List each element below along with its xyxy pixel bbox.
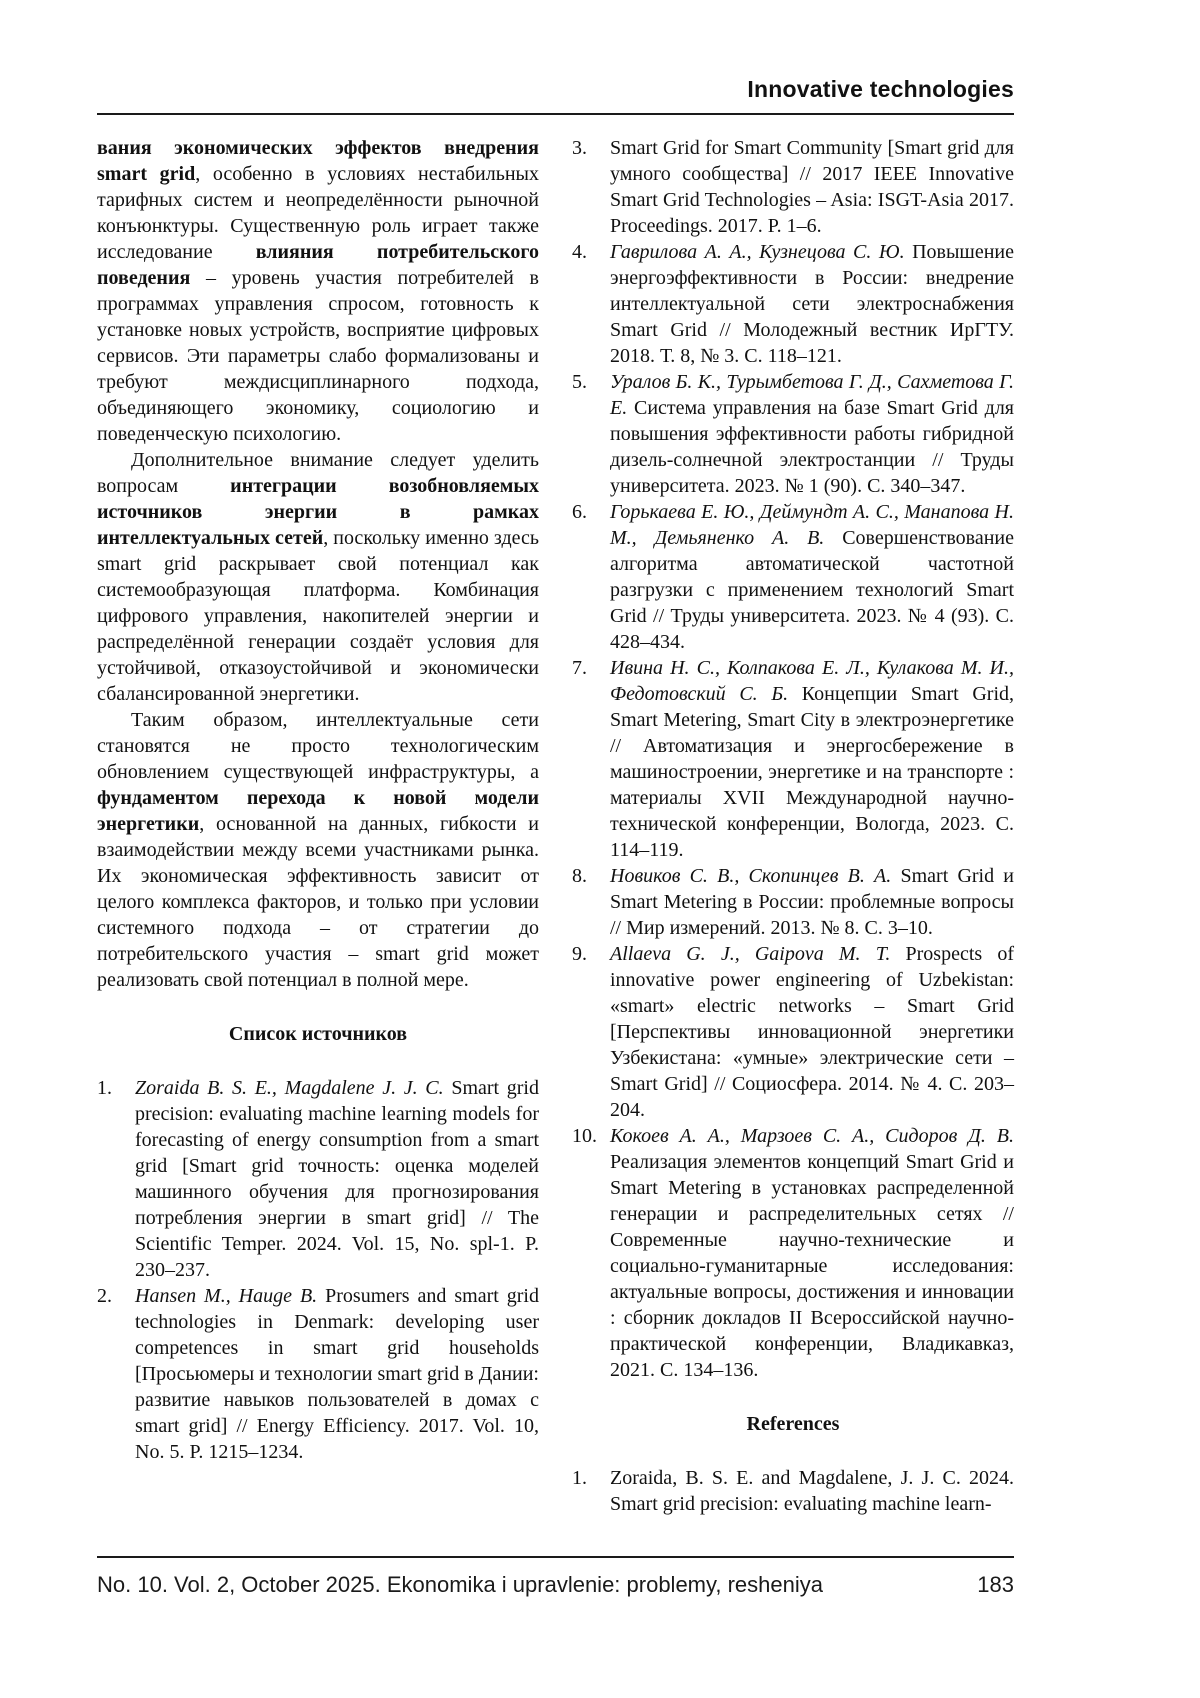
reference-item <box>572 239 1014 369</box>
reference-number: 8. <box>572 865 587 887</box>
reference-number: 2. <box>97 1285 112 1307</box>
reference-authors: Гаврилова А. А., Кузнецова С. Ю. <box>610 241 905 263</box>
paragraph-segment: Дополнительное внимание следует уделить вопросам <box>97 449 539 497</box>
paragraph-segment: , поскольку именно здесь smart grid раскрывает свой потенциал как системообразующая платформа. Комбинация цифрового управления, накопителей энергии и распределённой генерации создаёт условия для устойчивой, отказоустойчивой и экономически сбалансированной энергетики. <box>97 527 540 705</box>
reference-text <box>610 239 1014 369</box>
paragraph-segment: , особенно в условиях нестабильных тарифных систем и неопределённости рыночной конъюнктуры. Существенную роль играет также исследование <box>97 163 539 263</box>
reference-authors: Новиков С. В., Скопинцев В. А. <box>610 865 892 887</box>
reference-list-ru <box>97 1075 539 1465</box>
reference-text <box>610 863 1014 941</box>
reference-text <box>610 1123 1014 1383</box>
left-column <box>97 135 539 1517</box>
reference-title: Реализация элементов концепций Smart Grid и Smart Metering в установках распределенной генерации и распределительных сетях // Современные научно-технические и социально-гуманитарные исследования: актуальные вопросы, достижения и инновации : сборник докладов II Всероссийской научно-практической конференции, Владикавказ, 2021. С. 134–136. <box>610 1151 1014 1381</box>
reference-title: Система управления на базе Smart Grid для повышения эффективности работы гибридной дизель-солнечной электростанции // Труды университета. 2023. № 1 (90). С. 340–347. <box>610 397 1014 497</box>
running-head: Innovative technologies <box>747 76 1014 102</box>
reference-authors: Zoraida B. S. E., Magdalene J. J. C. <box>135 1077 444 1099</box>
reference-text <box>135 1075 539 1283</box>
reference-text <box>610 369 1014 499</box>
reference-item <box>97 1075 539 1283</box>
reference-number: 7. <box>572 657 587 679</box>
reference-authors: Кокоев А. А., Марзоев С. А., Сидоров Д. В. <box>610 1125 1014 1147</box>
reference-item <box>572 863 1014 941</box>
reference-text <box>135 1283 539 1465</box>
reference-list-en <box>572 1465 1014 1517</box>
reference-text <box>610 499 1014 655</box>
reference-item <box>572 941 1014 1123</box>
paragraph-segment: интеграции возобновляемых источников энергии в рамках интеллектуальных сетей <box>97 475 539 549</box>
reference-title: Smart grid precision: evaluating machine learning models for forecasting of energy consumption from a smart grid [Smart grid точность: оценка моделей машинного обучения для прогнозирования потребления энергии в smart grid] // The Scientific Temper. 2024. Vol. 15, No. spl-1. P. 230–237. <box>135 1077 539 1281</box>
paragraph-segment: , основанной на данных, гибкости и взаимодействии между всеми участниками рынка. Их экономическая эффективность зависит от целого комплекса факторов, и только при условии системного подхода – от стратегии до потребительского участия – smart grid может реализовать свой потенциал в полной мере. <box>97 813 539 991</box>
reference-number: 6. <box>572 501 587 523</box>
paragraph-segment: Таким образом, интеллектуальные сети становятся не просто технологическим обновлением существующей инфраструктуры, а <box>97 709 539 783</box>
footer-row <box>97 1572 1014 1598</box>
reference-number: 1. <box>97 1077 112 1099</box>
body-paragraph <box>97 447 539 707</box>
footer-rule <box>97 1556 1014 1558</box>
sources-heading: Список источников <box>228 1023 408 1045</box>
reference-authors: Hansen M., Hauge B. <box>135 1285 318 1307</box>
journal-info: No. 10. Vol. 2, October 2025. Ekonomika i upravlenie: problemy, resheniya <box>97 1572 823 1597</box>
page-number: 183 <box>977 1572 1014 1597</box>
reference-title: Prosumers and smart grid technologies in Denmark: developing user competences in smart grid households [Просьюмеры и технологии smart grid в Дании: развитие навыков пользователей в домах с smart grid] // Energy Efficiency. 2017. Vol. 10, No. 5. P. 1215–1234. <box>135 1285 539 1463</box>
header-rule <box>97 113 1014 115</box>
reference-text <box>610 1465 1014 1517</box>
reference-authors: Ивина Н. С., Колпакова Е. Л., Кулакова М. И., Федотовский С. Б. <box>610 657 1014 705</box>
reference-authors: Уралов Б. К., Турымбетова Г. Д., Сахметова Г. Е. <box>610 371 1014 419</box>
reference-title: Zoraida, B. S. E. and Magdalene, J. J. C. 2024. Smart grid precision: evaluating machine learn- <box>610 1467 1014 1515</box>
reference-item <box>572 369 1014 499</box>
reference-list-ru-continued <box>572 135 1014 1383</box>
reference-item <box>572 135 1014 239</box>
reference-item <box>97 1283 539 1465</box>
reference-authors: Allaeva G. J., Gaipova M. T. <box>610 943 891 965</box>
paragraph-segment: вания экономических эффектов внедрения smart grid <box>97 137 539 185</box>
reference-item <box>572 499 1014 655</box>
paragraph-segment: – уровень участия потребителей в программах управления спросом, готовность к установке новых устройств, восприятие цифровых сервисов. Эти параметры слабо формализованы и требуют междисциплинарного подхода, объединяющего экономику, социологию и поведенческую психологию. <box>97 267 539 445</box>
reference-item <box>572 1465 1014 1517</box>
reference-item <box>572 655 1014 863</box>
page-footer <box>97 1556 1014 1598</box>
reference-number: 10. <box>572 1125 597 1147</box>
reference-title: Smart Grid и Smart Metering в России: проблемные вопросы // Мир измерений. 2013. № 8. С. 3–10. <box>610 865 1014 939</box>
two-column-body <box>97 135 1014 1517</box>
reference-title: Повышение энергоэффективности в России: внедрение интеллектуальной сети электроснабжения Smart Grid // Молодежный вестник ИрГТУ. 2018. Т. 8, № 3. С. 118–121. <box>610 241 1014 367</box>
paragraph-segment: влияния потребительского поведения <box>97 241 539 289</box>
body-paragraph <box>97 707 539 993</box>
reference-number: 5. <box>572 371 587 393</box>
reference-number: 4. <box>572 241 587 263</box>
reference-number: 3. <box>572 137 587 159</box>
reference-text <box>610 655 1014 863</box>
body-paragraph <box>97 135 539 447</box>
reference-title: Концепции Smart Grid, Smart Metering, Smart City в электроэнергетике // Автоматизация и энергосбережение в машиностроении, энергетике и на транспорте : материалы XVII Международной научно-технической конференции, Вологда, 2023. С. 114–119. <box>610 683 1015 861</box>
reference-authors: Горькаева Е. Ю., Деймундт А. С., Манапова Н. М., Демьяненко А. В. <box>610 501 1014 549</box>
reference-title: Совершенствование алгоритма автоматической частотной разгрузки с применением технологий Smart Grid // Труды университета. 2023. № 4 (93). С. 428–434. <box>610 527 1014 653</box>
references-heading: References <box>746 1413 840 1435</box>
paragraph-segment: фундаментом перехода к новой модели энергетики <box>97 787 539 835</box>
reference-text <box>610 135 1014 239</box>
reference-number: 9. <box>572 943 587 965</box>
reference-title: Smart Grid for Smart Community [Smart grid для умного сообщества] // 2017 IEEE Innovative Smart Grid Technologies – Asia: ISGT-Asia 2017. Proceedings. 2017. P. 1–6. <box>610 137 1014 237</box>
reference-text <box>610 941 1014 1123</box>
reference-item <box>572 1123 1014 1383</box>
right-column <box>572 135 1014 1517</box>
page-header <box>97 76 1014 115</box>
reference-title: Prospects of innovative power engineering of Uzbekistan: «smart» electric networks – Smart Grid [Перспективы инновационной энергетики Узбекистана: «умные» электрические сети – Smart Grid] // Социосфера. 2014. № 4. С. 203–204. <box>610 943 1014 1121</box>
reference-number: 1. <box>572 1467 587 1489</box>
